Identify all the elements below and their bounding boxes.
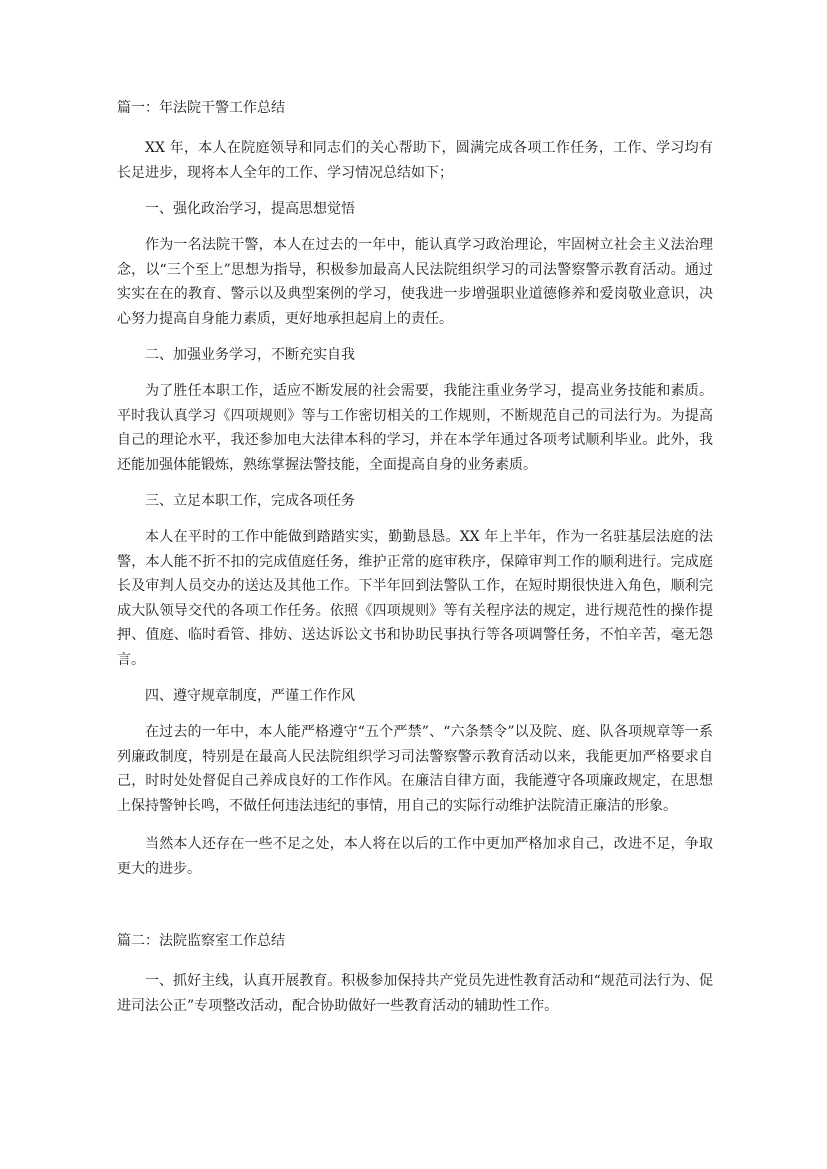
part1-paragraph-5: 当然本人还存在一些不足之处，本人将在以后的工作中更加严格加求自己，改进不足，争取更大的进步。 bbox=[117, 836, 713, 877]
part1-paragraph-4: 在过去的一年中，本人能严格遵守“五个严禁”、“六条禁令”以及院、庭、队各项规章等一系列廉政制度，特别是在最高人民法院组织学习司法警察警示教育活动以来，我能更加严格要求自己，时时处处督促自己养成良好的工作作风。在廉洁自律方面，我能遵守各项廉政规定，在思想上保持警钟长鸣，不做任何违法违纪的事情，用自己的实际行动维护法院清正廉洁的形象。 bbox=[117, 724, 713, 814]
document-page bbox=[117, 98, 713, 1018]
part2-paragraph-1: 一、抓好主线，认真开展教育。积极参加保持共产党员先进性教育活动和“规范司法行为、促进司法公正”专项整改活动，配合协助做好一些教育活动的辅助性工作。 bbox=[117, 973, 713, 1014]
part1-paragraph-1: 作为一名法院干警，本人在过去的一年中，能认真学习政治理论，牢固树立社会主义法治理念，以“三个至上”思想为指导，积极参加最高人民法院组织学习的司法警察警示教育活动。通过实实在在的教育、警示以及典型案例的学习，使我进一步增强职业道德修养和爱岗敬业意识，决心努力提高自身能力素质，更好地承担起肩上的责任。 bbox=[117, 237, 713, 327]
part1-heading-1: 一、强化政治学习，提高思想觉悟 bbox=[145, 201, 355, 217]
part2-title: 篇二：法院监察室工作总结 bbox=[117, 933, 285, 949]
part1-paragraph-3: 本人在平时的工作中能做到踏踏实实，勤勤恳恳。XX 年上半年，作为一名驻基层法庭的法警，本人能不折不扣的完成值庭任务，维护正常的庭审秩序，保障审判工作的顺利进行。完成庭长及审判人员交办的送达及其他工作。下半年回到法警队工作，在短时期很快进入角色，顺利完成大队领导交代的各项工作任务。依照《四项规则》等有关程序法的规定，进行规范性的操作提押、值庭、临时看管、排妨、送达诉讼文书和协助民事执行等各项调警任务，不怕辛苦，毫无怨言。 bbox=[117, 529, 713, 668]
part1-paragraph-2: 为了胜任本职工作，适应不断发展的社会需要，我能注重业务学习，提高业务技能和素质。平时我认真学习《四项规则》等与工作密切相关的工作规则，不断规范自己的司法行为。为提高自己的理论水平，我还参加电大法律本科的学习，并在本学年通过各项考试顺利毕业。此外，我还能加强体能锻炼，熟练掌握法警技能，全面提高自身的业务素质。 bbox=[117, 383, 713, 473]
part1-title: 篇一：年法院干警工作总结 bbox=[117, 100, 285, 116]
part1-intro: XX 年，本人在院庭领导和同志们的关心帮助下，圆满完成各项工作任务，工作、学习均有长足进步，现将本人全年的工作、学习情况总结如下； bbox=[117, 140, 713, 181]
part1-heading-3: 三、立足本职工作，完成各项任务 bbox=[145, 493, 355, 509]
part1-heading-4: 四、遵守规章制度，严谨工作作风 bbox=[145, 688, 355, 704]
part1-heading-2: 二、加强业务学习，不断充实自我 bbox=[145, 347, 355, 363]
